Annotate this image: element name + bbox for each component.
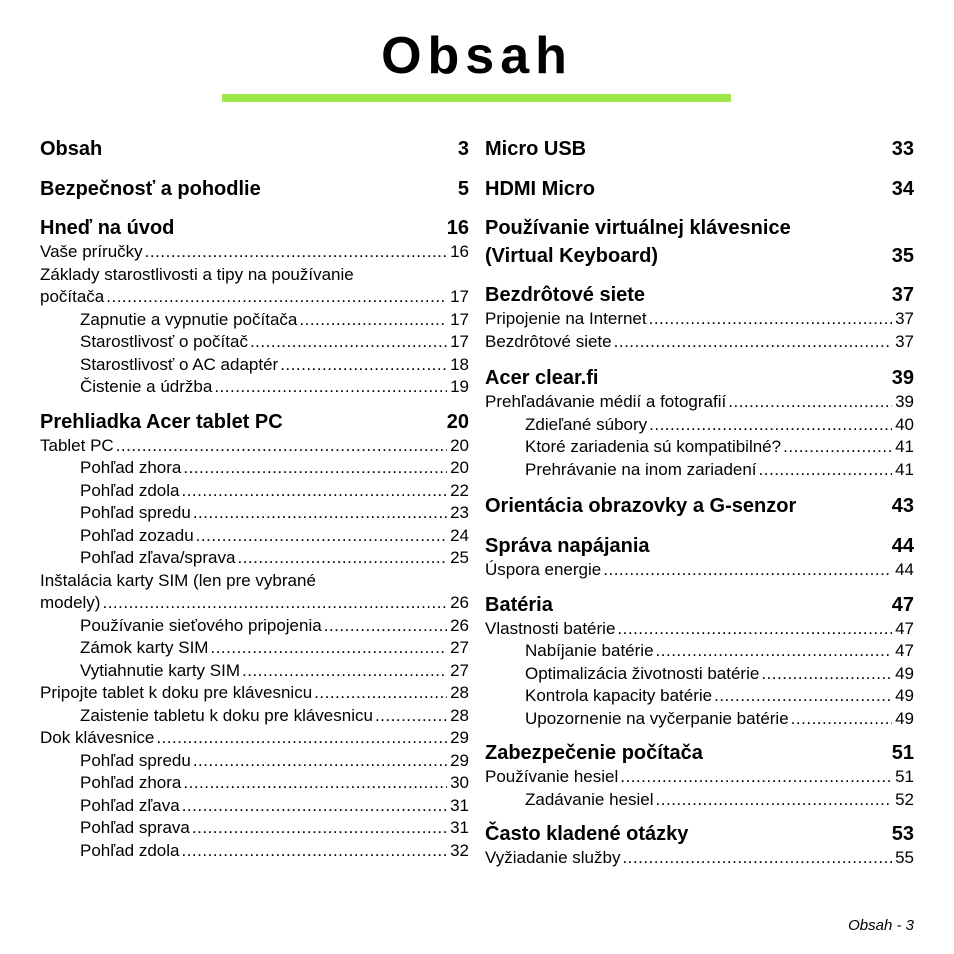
toc-subentry[interactable]: Starostlivosť o AC adaptér ..... 18 [40, 354, 469, 377]
toc-section[interactable]: Orientácia obrazovky a G-senzor 43 [485, 495, 914, 517]
toc-entry[interactable]: Tablet PC ..... 20 [40, 435, 469, 458]
toc-subentry[interactable]: Zaistenie tabletu k doku pre klávesnicu ..... 28 [40, 705, 469, 728]
toc-section[interactable]: Acer clear.fi 39 [485, 367, 914, 389]
toc-subentry[interactable]: Pohľad zhora ..... 30 [40, 772, 469, 795]
title-underline [222, 94, 731, 102]
toc-section[interactable]: Hneď na úvod 16 [40, 217, 469, 239]
toc-entry[interactable]: Pripojenie na Internet ..... 37 [485, 308, 914, 331]
toc-subentry[interactable]: Zapnutie a vypnutie počítača ..... 17 [40, 309, 469, 332]
toc-section[interactable]: HDMI Micro 34 [485, 178, 914, 200]
toc-subentry[interactable]: Pohľad zhora ..... 20 [40, 457, 469, 480]
toc-section[interactable]: Obsah 3 [40, 138, 469, 160]
toc-entry[interactable]: modely) ..... 26 [40, 592, 469, 615]
page-title: Obsah [381, 27, 573, 85]
toc-entry[interactable]: Úspora energie ..... 44 [485, 559, 914, 582]
toc-subentry[interactable]: Nabíjanie batérie ..... 47 [485, 640, 914, 663]
page-footer: Obsah - 3 [848, 917, 914, 934]
toc-subentry[interactable]: Zadávanie hesiel ..... 52 [485, 789, 914, 812]
toc-section[interactable]: Micro USB 33 [485, 138, 914, 160]
toc-entry[interactable]: Vlastnosti batérie ..... 47 [485, 618, 914, 641]
toc-subentry[interactable]: Vytiahnutie karty SIM ..... 27 [40, 660, 469, 683]
toc-section[interactable]: Bezdrôtové siete 37 [485, 284, 914, 306]
toc-subentry[interactable]: Optimalizácia životnosti batérie ..... 49 [485, 663, 914, 686]
toc-entry[interactable]: Dok klávesnice ..... 29 [40, 727, 469, 750]
toc-section[interactable]: Zabezpečenie počítača 51 [485, 742, 914, 764]
toc-section[interactable]: Batéria 47 [485, 593, 914, 616]
toc-entry[interactable]: Používanie hesiel ..... 51 [485, 766, 914, 789]
toc-subentry[interactable]: Pohľad zľava ..... 31 [40, 795, 469, 818]
toc-subentry[interactable]: Pohľad sprava ..... 31 [40, 817, 469, 840]
toc-subentry[interactable]: Pohľad zdola ..... 22 [40, 480, 469, 503]
toc-subentry[interactable]: Prehrávanie na inom zariadení ..... 41 [485, 459, 914, 482]
toc-entry[interactable]: Vyžiadanie služby ..... 55 [485, 847, 914, 870]
toc-subentry[interactable]: Používanie sieťového pripojenia ..... 26 [40, 615, 469, 638]
toc-subentry[interactable]: Ktoré zariadenia sú kompatibilné? ..... 41 [485, 436, 914, 459]
toc-section[interactable]: Správa napájania 44 [485, 535, 914, 557]
toc-subentry[interactable]: Zdieľané súbory ..... 40 [485, 414, 914, 437]
toc-section[interactable]: Prehliadka Acer tablet PC 20 [40, 410, 469, 433]
toc-entry[interactable]: Vaše príručky ..... 16 [40, 241, 469, 264]
toc-section[interactable]: Bezpečnosť a pohodlie 5 [40, 178, 469, 200]
toc-right-column [485, 136, 914, 870]
toc-subentry[interactable]: Kontrola kapacity batérie ..... 49 [485, 685, 914, 708]
toc-subentry[interactable]: Starostlivosť o počítač ..... 17 [40, 331, 469, 354]
toc-subentry[interactable]: Pohľad zľava/sprava ..... 25 [40, 547, 469, 570]
toc-subentry[interactable]: Pohľad zozadu ..... 24 [40, 525, 469, 548]
toc-subentry[interactable]: Pohľad spredu ..... 23 [40, 502, 469, 525]
toc-subentry[interactable]: Pohľad spredu ..... 29 [40, 750, 469, 773]
toc-entry[interactable]: Pripojte tablet k doku pre klávesnicu ..... 28 [40, 682, 469, 705]
toc-entry[interactable]: Prehľadávanie médií a fotografií ..... 39 [485, 391, 914, 414]
toc-entry-line[interactable]: Základy starostlivosti a tipy na používanie [40, 264, 354, 284]
toc-entry[interactable]: Bezdrôtové siete ..... 37 [485, 331, 914, 354]
toc-subentry[interactable]: Čistenie a údržba ..... 19 [40, 376, 469, 399]
toc-left-column [40, 136, 469, 862]
toc-subentry[interactable]: Pohľad zdola ..... 32 [40, 840, 469, 863]
toc-entry-line[interactable]: Inštalácia karty SIM (len pre vybrané [40, 570, 316, 590]
toc-section[interactable]: Často kladené otázky 53 [485, 823, 914, 845]
toc-subentry[interactable]: Upozornenie na vyčerpanie batérie ..... 49 [485, 708, 914, 731]
toc-subentry[interactable]: Zámok karty SIM ..... 27 [40, 637, 469, 660]
toc-section[interactable]: Používanie virtuálnej klávesnice (Virtual Keyboard) 35 [485, 217, 914, 267]
toc-entry[interactable]: počítača ..... 17 [40, 286, 469, 309]
